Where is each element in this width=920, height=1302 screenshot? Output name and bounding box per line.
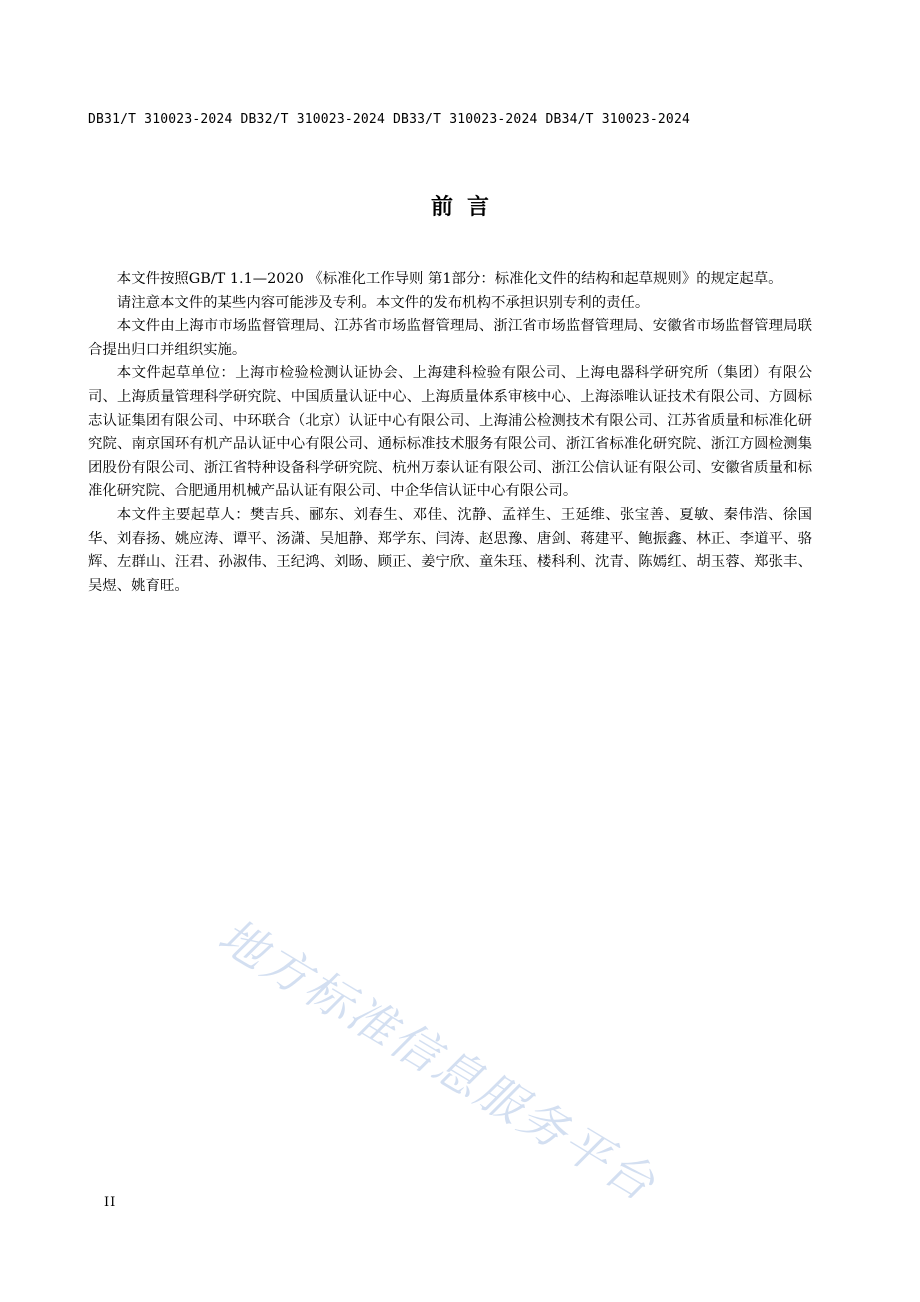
page-number: II <box>104 1195 117 1210</box>
page-title: 前言 <box>430 195 503 220</box>
watermark-text: 地方标准信息服务平台 <box>208 908 666 1214</box>
paragraph-patent-notice: 请注意本文件的某些内容可能涉及专利。本文件的发布机构不承担识别专利的责任。 <box>116 294 650 311</box>
foreword-body <box>88 268 812 598</box>
paragraph-drafting-rules: 本文件按照GB/T 1.1—2020 《标准化工作导则 第1部分：标准化文件的结构和起草规则》的规定起草。 <box>116 271 783 287</box>
standard-codes-header: DB31/T 310023-2024 DB32/T 310023-2024 DB33/T 310023-2024 DB34/T 310023-2024 <box>88 112 690 127</box>
paragraph-drafting-units: 本文件起草单位：上海市检验检测认证协会、上海建科检验有限公司、上海电器科学研究所（集团）有限公司、上海质量管理科学研究院、中国质量认证中心、上海质量体系审核中心、上海添唯认证技术有限公司、方圆标志认证集团有限公司、中环联合（北京）认证中心有限公司、上海浦公检测技术有限公司、江苏省质量和标准化研究院、南京国环有机产品认证中心有限公司、通标标准技术服务有限公司、浙江省标准化研究院、浙江方圆检测集团股份有限公司、浙江省特种设备科学研究院、杭州万泰认证有限公司、浙江公信认证有限公司、安徽省质量和标准化研究院、合肥通用机械产品认证有限公司、中企华信认证中心有限公司。 <box>88 365 812 500</box>
paragraph-main-drafters: 本文件主要起草人：樊吉兵、郦东、刘春生、邓佳、沈静、孟祥生、王延维、张宝善、夏敏、秦伟浩、徐国华、刘春扬、姚应涛、谭平、汤潇、吴旭静、郑学东、闫涛、赵思豫、唐剑、蒋建平、鲍振鑫、林正、李道平、骆辉、左群山、汪君、孙淑伟、王纪鸿、刘旸、顾正、姜宁欣、童朱珏、楼科利、沈青、陈嫣红、胡玉蓉、郑张丰、吴煜、姚育旺。 <box>88 506 812 594</box>
paragraph-proposing-authorities: 本文件由上海市市场监督管理局、江苏省市场监督管理局、浙江省市场监督管理局、安徽省市场监督管理局联合提出归口并组织实施。 <box>88 318 812 358</box>
